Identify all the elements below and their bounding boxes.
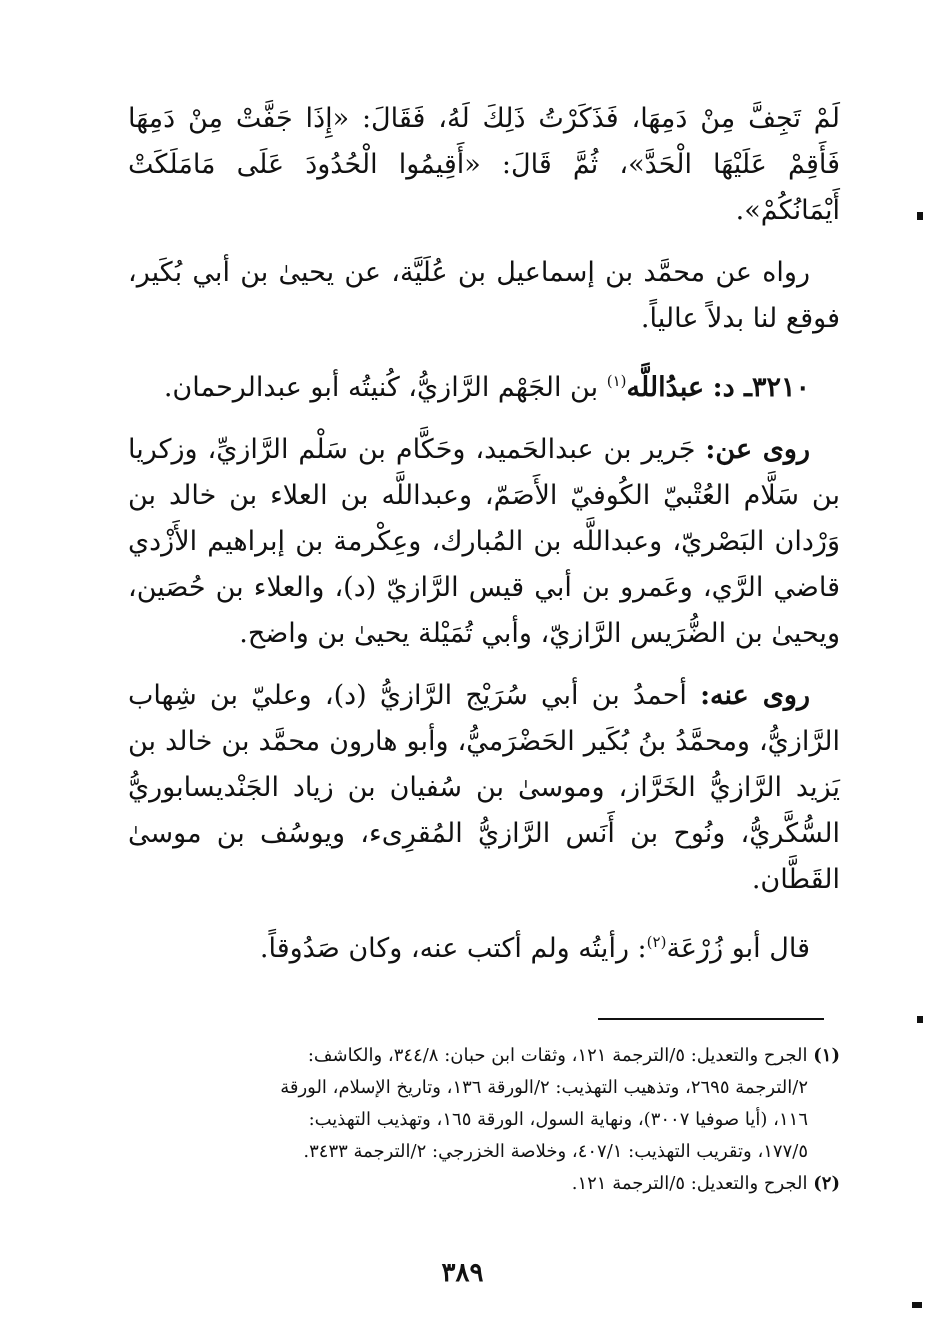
qaul-text: : رأيتُه ولم أكتب عنه، وكان صَدُوقاً. (259, 933, 647, 964)
hadith-paragraph: لَمْ تَجِفَّ مِنْ دَمِهَا، فَذَكَرْتُ ذَلِكَ لَهُ، فَقَالَ: «إِذَا جَفَّتْ مِنْ دَمِهَا فَأَقِمْ عَلَيْهَا الْحَدَّ»، ثُمَّ قَالَ: «أَقِيمُوا الْحُدُودَ عَلَى مَامَلَكَتْ أَيْمَانُكُمْ». (128, 103, 840, 226)
rawa-an-text: جَرير بن عبدالحَميد، وحَكَّام بن سَلْم الرَّازيِّ، وزكريا بن سَلَّام العُتْبيّ الكُوفيّ الأَصَمّ، وعبداللَّه بن العلاء بن خالد بن وَرْدان البَصْريّ، وعبداللَّه بن المُبارك، وعِكْرمة بن إبراهيم الأَزْدي قاضي الرَّي، وعَمرو بن أبي قيس الرَّازيّ (د)، والعلاء بن حُصَين، ويحيىٰ بن الضُّرَيس الرَّازيّ، وأبي تُمَيْلة يحيىٰ بن واضح. (128, 434, 840, 649)
footnote-1 (128, 1040, 840, 1072)
footnote-number: (١) (813, 1045, 840, 1066)
footnotes (128, 1040, 840, 1200)
qaul-prefix: قال أبو زُرْعَة (666, 933, 810, 964)
narration-paragraph: رواه عن محمَّد بن إسماعيل بن عُلَيَّة، عن يحيىٰ بن أبي بُكَير، فوقع لنا بدلاً عالياً. (128, 257, 840, 334)
footnote-ref-1[interactable]: (١) (606, 372, 627, 390)
rawa-an-label: روى عن: (705, 434, 810, 465)
footnote-text: الجرح والتعديل: ٥/الترجمة ١٢١، وثقات ابن حبان: ٣٤٤/٨، والكاشف: (307, 1045, 808, 1066)
page-number: ٣٨٩ (441, 1258, 484, 1288)
entry-name: عبدُاللَّه (626, 372, 705, 403)
entry-heading (128, 358, 840, 411)
scan-mark (917, 1016, 923, 1023)
rawa-anhu-text: أحمدُ بن أبي سُرَيْج الرَّازيُّ (د)، وعليّ بن شِهاب الرَّازيُّ، ومحمَّدُ بنُ بُكَير الحَضْرَميُّ، وأبو هارون محمَّد بن خالد بن يَزيد الرَّازيُّ الخَرَّاز، وموسىٰ بن سُفيان بن زياد الجَنْديسابوريُّ السُّكَّريُّ، ونُوح بن أَنَس الرَّازيُّ المُقرِىء، ويوسُف بن موسىٰ القَطَّان. (128, 680, 840, 895)
footnote-number: (٢) (813, 1173, 840, 1194)
footnote-2 (128, 1168, 840, 1200)
scan-mark (912, 1302, 922, 1308)
entry-text: بن الجَهْم الرَّازيُّ، كُنيتُه أبو عبدالرحمان. (163, 372, 599, 403)
rawa-anhu-paragraph (128, 673, 840, 903)
entry-number: ٣٢١٠ـ د: (712, 372, 810, 403)
footnote-1-line: ١٧٧/٥، وتقريب التهذيب: ٤٠٧/١، وخلاصة الخزرجي: ٢/الترجمة ٣٤٣٣. (303, 1141, 808, 1162)
qaul-paragraph (128, 919, 840, 972)
footnote-1-line: ٢/الترجمة ٢٦٩٥، وتذهيب التهذيب: ٢/الورقة ١٣٦، وتاريخ الإسلام، الورقة (280, 1077, 808, 1098)
footnote-ref-2[interactable]: (٢) (646, 933, 667, 951)
footnote-1-line: ١١٦، (أيا صوفيا ٣٠٠٧)، ونهاية السول، الورقة ١٦٥، وتهذيب التهذيب: (308, 1109, 808, 1130)
main-text (128, 96, 840, 988)
rawa-an-paragraph (128, 427, 840, 657)
scan-mark (917, 212, 923, 220)
footnote-divider (598, 1018, 824, 1020)
rawa-anhu-label: روى عنه: (700, 680, 810, 711)
footnote-text: الجرح والتعديل: ٥/الترجمة ١٢١. (571, 1173, 808, 1194)
